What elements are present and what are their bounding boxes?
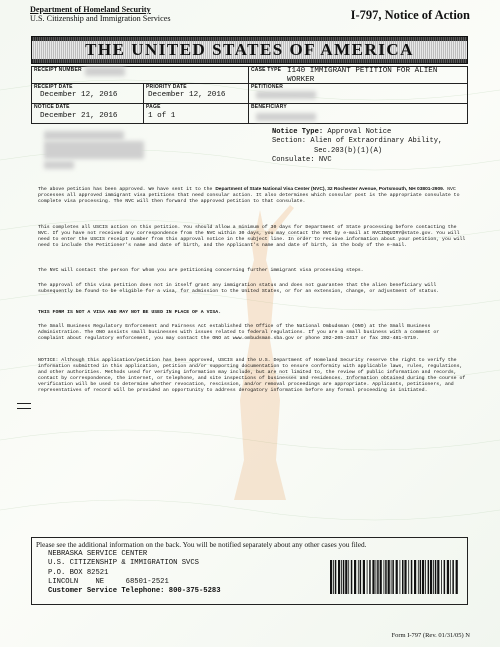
- form-title: I-797, Notice of Action: [350, 8, 470, 22]
- barcode-bar: [330, 560, 332, 594]
- barcode-bar: [338, 560, 340, 594]
- barcode-bar: [456, 560, 458, 594]
- page-label: PAGE: [146, 104, 161, 110]
- case-type-value: I140 IMMIGRANT PETITION FOR ALIEN WORKER: [287, 67, 438, 84]
- ombudsman-paragraph: The Small Business Regulatory Enforcement and Fairness Act established the Office of the National Ombudsman (ONO) at the Small Business Administration. The ONO assists small businesses with issues related to federal regulations. If you are a small business with a comment or complaint about regulatory enforcement, you may contact the ONO at www.ombudsman.sba.gov or phone 202-205-2417 or fax 202-481-5719.: [38, 324, 440, 342]
- fold-mark: [17, 403, 31, 404]
- barcode-bar: [354, 560, 356, 594]
- barcode-bar: [333, 560, 334, 594]
- barcode-bar: [437, 560, 439, 594]
- barcode-bar: [450, 560, 451, 594]
- barcode-bar: [400, 560, 401, 594]
- barcode-bar: [414, 560, 416, 594]
- consulate-value: NVC: [318, 155, 332, 164]
- receipt-number-label: RECEIPT NUMBER: [34, 67, 82, 73]
- barcode-bar: [392, 560, 394, 594]
- barcode-bar: [430, 560, 432, 594]
- notice-type-block: [272, 128, 442, 165]
- barcode-bar: [411, 560, 413, 594]
- case-type-label: CASE TYPE: [251, 67, 282, 73]
- priority-date-label: PRIORITY DATE: [146, 84, 187, 90]
- notice-date-label: NOTICE DATE: [34, 104, 70, 110]
- barcode-bar: [404, 560, 406, 594]
- barcode-bar: [384, 560, 385, 594]
- beneficiary-label: BENEFICIARY: [251, 104, 287, 110]
- redacted-address-line: [44, 131, 124, 140]
- barcode-bar: [435, 560, 437, 594]
- barcode-bar: [367, 560, 368, 594]
- receipt-date-label: RECEIPT DATE: [34, 84, 73, 90]
- address-line-1: NEBRASKA SERVICE CENTER: [48, 550, 148, 558]
- nvc-contact-paragraph: The NVC will contact the person for whom you are petitioning concerning further immigrant visa processing steps.: [38, 268, 364, 273]
- barcode-bar: [433, 560, 434, 594]
- barcode-bar: [391, 560, 392, 594]
- redacted-petitioner: [256, 91, 316, 99]
- barcode-bar: [351, 560, 353, 594]
- barcode-bar: [441, 560, 442, 594]
- barcode-bar: [380, 560, 382, 594]
- section-value-2: Sec.203(b)(1)(A): [314, 146, 383, 155]
- barcode-bar: [358, 560, 359, 594]
- barcode-bar: [420, 560, 422, 594]
- redacted-address-name: [44, 141, 144, 159]
- department-name: Department of Homeland Security: [30, 5, 151, 14]
- priority-date-value: December 12, 2016: [148, 91, 226, 99]
- address-line-4: LINCOLN NE 68501-2521: [48, 577, 169, 586]
- redacted-beneficiary: [256, 113, 316, 121]
- fold-mark: [17, 408, 31, 409]
- barcode-bar: [345, 560, 347, 594]
- not-a-visa-warning: THIS FORM IS NOT A VISA AND MAY NOT BE USED IN PLACE OF A VISA.: [38, 310, 222, 315]
- barcode-bar: [402, 560, 404, 594]
- barcode-bar: [444, 560, 446, 594]
- petitioner-label: PETITIONER: [251, 84, 284, 90]
- barcode-bar: [385, 560, 387, 594]
- barcode-bar: [369, 560, 371, 594]
- notice-type-label: Notice Type:: [272, 128, 324, 136]
- barcode-bar: [343, 560, 345, 594]
- service-center-address: [48, 550, 221, 596]
- barcode-bar: [341, 560, 342, 594]
- barcode-bar: [363, 560, 365, 594]
- agency-name: U.S. Citizenship and Immigration Services: [30, 14, 171, 23]
- barcode-bar: [372, 560, 374, 594]
- barcode-bar: [377, 560, 379, 594]
- banner-text: THE UNITED STATES OF AMERICA: [85, 40, 414, 59]
- barcode-bar: [388, 560, 390, 594]
- notice-type-value: Approval Notice: [327, 128, 392, 136]
- customer-service-phone: Customer Service Telephone: 800-375-5283: [48, 587, 221, 596]
- barcode: [330, 560, 460, 594]
- barcode-bar: [376, 560, 377, 594]
- barcode-bar: [447, 560, 449, 594]
- form-number: Form I-797 (Rev. 01/31/05) N: [391, 632, 470, 639]
- barcode-bar: [396, 560, 398, 594]
- section-label: Section:: [272, 137, 307, 146]
- verification-notice-paragraph: NOTICE: Although this application/petition has been approved, USCIS and the U.S. Department of Homeland Security reserve the right to verify the information submitted in this application, petition and/or supporting documentation to ensure conformity with applicable laws, rules, regulations, and other authorities. Methods used for verifying information may include, but are not limited to, the review of public information and records, contact by correspondence, the internet, or telephone, and site inspections of businesses and residences. Information obtained during the course of verification will be used to determine whether revocation, rescission, and/or removal proceedings are appropriate. Applicants, petitioners, and representatives of record will be provided an opportunity to address derogatory information before any formal proceeding is initiated.: [38, 358, 466, 394]
- additional-info-notice: Please see the additional information on the back. You will be notified separately about any other cases you filed.: [36, 540, 367, 549]
- nvc-address: Department of State National Visa Center (NVC), 32 Rochester Avenue, Portsmouth, NH 03801-2909.: [215, 187, 445, 192]
- uscis-action-paragraph: This completes all USCIS action on this petition. You should allow a minimum of 30 days for Department of State processing before contacting the NVC. If you have not received any correspondence from the NVC within 30 days, you may contact the NVC by e-mail at NVCINQUIRY@state.gov. You will need to enter the USCIS receipt number from this approval notice in the subject line. In order to receive information about your petition, you will need to include the Petitioner's name and date of birth, and the Applicant's name and date of birth, in the body of the e-mail.: [38, 225, 466, 249]
- barcode-bar: [418, 560, 419, 594]
- redacted-address-line: [44, 161, 74, 169]
- receipt-date-value: December 12, 2016: [40, 91, 118, 99]
- barcode-bar: [428, 560, 430, 594]
- consulate-label: Consulate:: [272, 155, 315, 164]
- address-line-2: U.S. CITIZENSHIP & IMMIGRATION SVCS: [48, 559, 199, 568]
- barcode-bar: [422, 560, 424, 594]
- page-value: 1 of 1: [148, 112, 176, 120]
- notice-date-value: December 21, 2016: [40, 112, 118, 120]
- section-value: Alien of Extraordinary Ability,: [310, 137, 443, 146]
- barcode-bar: [335, 560, 337, 594]
- redacted-receipt-number: [85, 67, 125, 76]
- barcode-bar: [348, 560, 349, 594]
- usa-banner: [31, 36, 468, 64]
- barcode-bar: [452, 560, 454, 594]
- address-line-3: P.O. BOX 82521: [48, 568, 109, 577]
- no-status-paragraph: The approval of this visa petition does not in itself grant any immigration status and does not guarantee that the alien beneficiary will subsequently be found to be eligible for a visa, for admission to the United States, or for an extension, change, or adjustment of status.: [38, 283, 440, 295]
- approval-paragraph: The above petition has been approved. We have sent it to the Department of State National Visa Center (NVC), 32 Rochester Avenue, Portsmouth, NH 03801-2909. NVC processes all approved immigrant visa petitions that need consular action. It also determines which consular post is the appropriate consulate to complete visa processing. The NVC will then forward the approved petition to that consulate.: [38, 187, 460, 205]
- agency-header: [30, 5, 171, 23]
- barcode-bar: [408, 560, 409, 594]
- barcode-bar: [360, 560, 362, 594]
- barcode-bar: [425, 560, 426, 594]
